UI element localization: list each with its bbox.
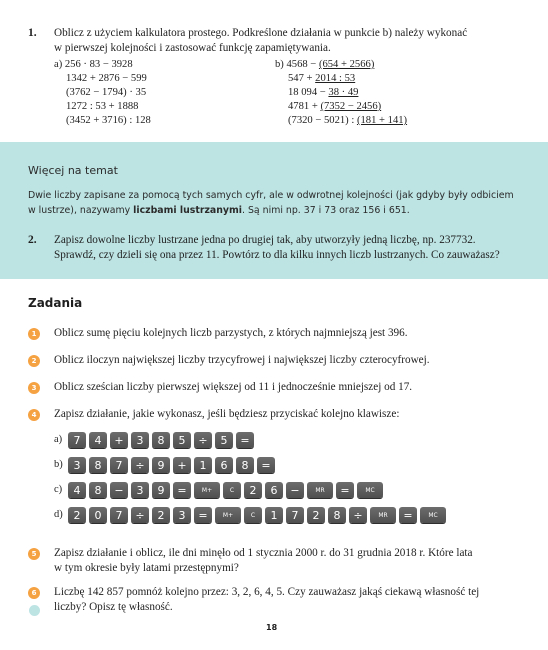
calc-key: 8 — [152, 432, 170, 448]
key-row-d — [68, 507, 446, 523]
key-row-c — [68, 482, 383, 498]
calc-key: 7 — [110, 457, 128, 473]
item-6-badge: 6 — [28, 587, 40, 599]
calc-key: 2 — [152, 507, 170, 523]
calc-key: 2 — [244, 482, 262, 498]
item-4-text: Zapisz działanie, jakie wykonasz, jeśli będziesz przyciskać kolejno klawisze: — [54, 408, 400, 420]
key-row-a — [68, 432, 254, 448]
page-number: 18 — [266, 623, 278, 632]
item-3-badge: 3 — [28, 382, 40, 394]
calc-key: M+ — [215, 507, 241, 523]
item-5-badge: 5 — [28, 548, 40, 560]
calc-key: = — [236, 432, 254, 448]
calc-key: 3 — [68, 457, 86, 473]
calc-key: = — [173, 482, 191, 498]
calc-key: C — [244, 507, 262, 523]
task2-line2: Sprawdź, czy dzieli się ona przez 11. Powtórz to dla kilku innych liczb lustrzanych. Co zauważasz? — [54, 249, 500, 261]
task1-b-4: 4781 + (7352 − 2456) — [288, 101, 382, 112]
calc-key: 6 — [215, 457, 233, 473]
calc-key: 3 — [131, 432, 149, 448]
task1-b-1: b) 4568 − (654 + 2566) — [275, 59, 375, 70]
calc-key: M+ — [194, 482, 220, 498]
item-3-text: Oblicz sześcian liczby pierwszej większej od 11 i jednocześnie mniejszej od 17. — [54, 381, 413, 393]
item-1-text: Oblicz sumę pięciu kolejnych liczb parzystych, z których najmniejszą jest 396. — [54, 327, 408, 339]
calc-key: 5 — [173, 432, 191, 448]
calc-key: 3 — [131, 482, 149, 498]
calc-key: MC — [420, 507, 446, 523]
calc-key: 4 — [68, 482, 86, 498]
task1-b-5: (7320 − 5021) : (181 + 141) — [288, 115, 408, 126]
task1-line1: Oblicz z użyciem kalkulatora prostego. Podkreślone działania w punkcie b) należy wykonać — [54, 27, 468, 39]
key-row-a-label: a) — [54, 434, 63, 445]
item-5-text2: w tym okresie były latami przestępnymi? — [54, 562, 239, 574]
key-row-d-label: d) — [54, 509, 63, 520]
more-title: Więcej na temat — [28, 164, 118, 177]
zadania-title: Zadania — [28, 296, 83, 310]
item-6-text2: liczby? Opisz tę własność. — [54, 601, 173, 613]
task1-a-1: a) 256 · 83 − 3928 — [54, 59, 133, 70]
calc-key: = — [336, 482, 354, 498]
task2-line1: Zapisz dowolne liczby lustrzane jedna po drugiej tak, aby utworzyły jedną liczbę, np. 237732. — [54, 234, 476, 246]
calc-key: C — [223, 482, 241, 498]
calc-key: 8 — [236, 457, 254, 473]
calc-key: 4 — [89, 432, 107, 448]
calc-key: 1 — [194, 457, 212, 473]
task1-a-5: (3452 + 3716) : 128 — [66, 115, 151, 126]
calc-key: 8 — [89, 457, 107, 473]
item-1-badge: 1 — [28, 328, 40, 340]
task1-b-3: 18 094 − 38 · 49 — [288, 87, 359, 98]
calc-key: 0 — [89, 507, 107, 523]
calc-key: + — [173, 457, 191, 473]
calc-key: = — [194, 507, 212, 523]
calc-key: 3 — [173, 507, 191, 523]
calc-key: − — [110, 482, 128, 498]
calc-key: 9 — [152, 482, 170, 498]
calc-key: 2 — [68, 507, 86, 523]
task2-number: 2. — [28, 234, 37, 246]
calc-key: ÷ — [131, 507, 149, 523]
calc-key: = — [257, 457, 275, 473]
calc-key: 6 — [265, 482, 283, 498]
item-4-badge: 4 — [28, 409, 40, 421]
calc-key: MR — [307, 482, 333, 498]
item-2-text: Oblicz iloczyn największej liczby trzycyfrowej i największej liczby czterocyfrowej. — [54, 354, 430, 366]
task1-a-3: (3762 − 1794) · 35 — [66, 87, 147, 98]
task1-b-2: 547 + 2014 : 53 — [288, 73, 356, 84]
calc-key: 9 — [152, 457, 170, 473]
task1-number: 1. — [28, 27, 37, 39]
calc-key: 7 — [68, 432, 86, 448]
calc-key: 5 — [215, 432, 233, 448]
calc-key: 8 — [328, 507, 346, 523]
calc-key: + — [110, 432, 128, 448]
calc-key: 7 — [286, 507, 304, 523]
key-row-b-label: b) — [54, 459, 63, 470]
calc-key: ÷ — [131, 457, 149, 473]
calc-key: MC — [357, 482, 383, 498]
calc-key: − — [286, 482, 304, 498]
calc-key: ÷ — [194, 432, 212, 448]
item-2-badge: 2 — [28, 355, 40, 367]
calc-key: 8 — [89, 482, 107, 498]
calc-key: = — [399, 507, 417, 523]
task1-a-4: 1272 : 53 + 1888 — [66, 101, 139, 112]
item-5-text: Zapisz działanie i oblicz, ile dni minęło od 1 stycznia 2000 r. do 31 grudnia 2018 r. Które lata — [54, 547, 473, 559]
item-6-text: Liczbę 142 857 pomnóż kolejno przez: 3, 2, 6, 4, 5. Czy zauważasz jakąś ciekawą własność tej — [54, 586, 480, 598]
calc-key: ÷ — [349, 507, 367, 523]
task1-a-2: 1342 + 2876 − 599 — [66, 73, 147, 84]
more-line2: w lustrze), nazywamy liczbami lustrzanymi. Są nimi np. 37 i 73 oraz 156 i 651. — [28, 205, 410, 216]
calc-key: 2 — [307, 507, 325, 523]
more-line1: Dwie liczby zapisane za pomocą tych samych cyfr, ale w odwrotnej kolejności (jak gdyby były odbiciem — [28, 190, 514, 201]
key-row-c-label: c) — [54, 484, 63, 495]
calc-key: MR — [370, 507, 396, 523]
calc-key: 7 — [110, 507, 128, 523]
task1-line2: w pierwszej kolejności i zastosować funkcję zapamiętywania. — [54, 42, 331, 54]
key-row-b — [68, 457, 275, 473]
lightbulb-icon — [29, 605, 40, 616]
calc-key: 1 — [265, 507, 283, 523]
